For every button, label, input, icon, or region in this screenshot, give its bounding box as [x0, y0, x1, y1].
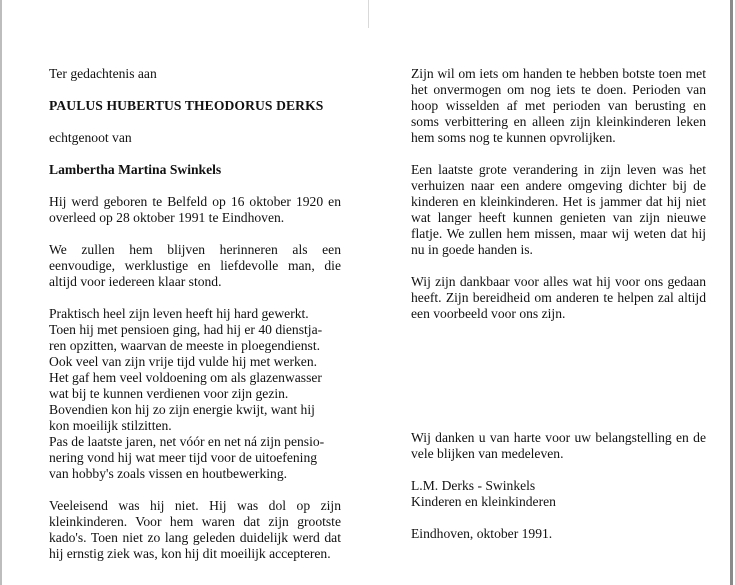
work-line: Praktisch heel zijn leven heeft hij hard gewerkt. — [49, 306, 309, 321]
grandchildren-paragraph: Veeleisend was hij niet. Hij was dol op zijn kleinkinderen. Voor hem waren dat zijn grootste kado's. Toen niet zo lang geleden duidelijk werd dat hij ernstig ziek was, kon hij dit moeilijk accepteren. — [49, 498, 341, 561]
work-line: Bovendien kon hij zo zijn energie kwijt, want hij — [49, 402, 315, 417]
move-paragraph: Een laatste grote verandering in zijn leven was het verhuizen naar een andere omgeving dichter bij de kinderen en kleinkinderen. Het is jammer dat hij niet wat langer heeft kunnen genieten van zijn nieuwe flatje. We zullen hem missen, maar wij weten dat hij nu in goede handen is. — [411, 162, 706, 257]
thanks-text: Wij danken u van harte voor uw belangstelling en de vele blijken van medeleven. — [411, 430, 706, 461]
fold-mark — [368, 0, 369, 28]
work-line: Het gaf hem veel voldoening om als glazenwasser — [49, 370, 322, 385]
scan-edge-right — [730, 0, 733, 585]
work-line: Pas de laatste jaren, net vóór en net ná zijn pensio- — [49, 434, 325, 449]
left-column — [49, 66, 341, 562]
scan-edge-left — [0, 0, 2, 585]
spouse-intro: echtgenoot van — [49, 130, 132, 145]
work-line: Ook veel van zijn vrije tijd vulde hij met werken. — [49, 354, 318, 369]
birth-death-text: Hij werd geboren te Belfeld op 16 oktober 1920 en overleed op 28 oktober 1991 te Eindhoven. — [49, 194, 341, 225]
work-line: kon moeilijk stilzitten. — [49, 418, 172, 433]
work-line: Toen hij met pensioen ging, had hij er 40 dienstja- — [49, 322, 323, 337]
signature-children: Kinderen en kleinkinderen — [411, 494, 556, 509]
right-column — [411, 66, 706, 542]
work-line: wat bij te kunnen verdienen voor zijn gezin. — [49, 386, 289, 401]
intro-text: Ter gedachtenis aan — [49, 66, 157, 81]
remembrance-paragraph: We zullen hem blijven herinneren als een eenvoudige, werklustige en liefdevolle man, die altijd voor iedereen klaar stond. — [49, 242, 341, 289]
place-date: Eindhoven, oktober 1991. — [411, 526, 553, 541]
gratitude-paragraph: Wij zijn dankbaar voor alles wat hij voor ons gedaan heeft. Zijn bereidheid om anderen te helpen zal altijd een voorbeeld voor ons zijn. — [411, 274, 706, 321]
signature-family: L.M. Derks - Swinkels — [411, 478, 536, 493]
spouse-name: Lambertha Martina Swinkels — [49, 162, 222, 177]
work-line: ren opzitten, waarvan de meeste in ploegendienst. — [49, 338, 321, 353]
deceased-name: PAULUS HUBERTUS THEODORUS DERKS — [49, 98, 324, 113]
work-paragraph — [49, 306, 341, 482]
work-line: nering vond hij wat meer tijd voor de uitoefening — [49, 450, 318, 465]
work-line: van hobby's zoals vissen en houtbewerking. — [49, 466, 288, 481]
illness-paragraph: Zijn wil om iets om handen te hebben botste toen met het onvermogen om nog iets te doen. Perioden van hoop wisselden af met perioden van berusting en soms verbittering en alleen zijn kleinkinderen leken hem soms nog te kunnen opvrolijken. — [411, 66, 706, 145]
